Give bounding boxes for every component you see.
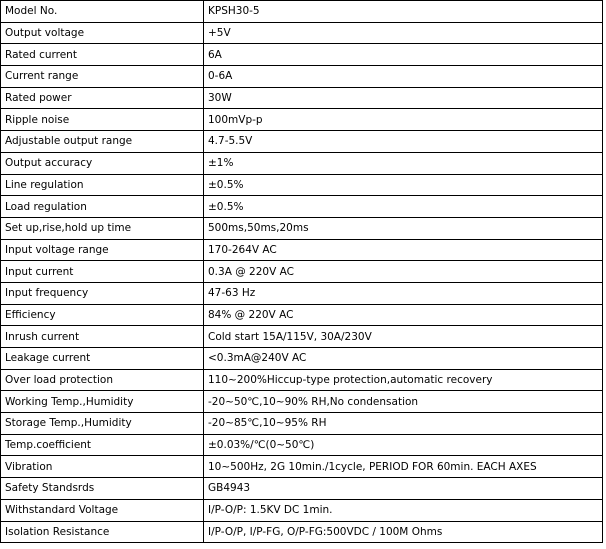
spec-label: Input current — [1, 261, 204, 283]
spec-value: 30W — [204, 87, 603, 109]
table-row — [1, 196, 603, 218]
table-row — [1, 22, 603, 44]
spec-label: Set up,rise,hold up time — [1, 217, 204, 239]
table-row — [1, 456, 603, 478]
spec-label: Model No. — [1, 1, 204, 23]
spec-value: 500ms,50ms,20ms — [204, 217, 603, 239]
spec-value: -20~50℃,10~90% RH,No condensation — [204, 391, 603, 413]
table-row — [1, 217, 603, 239]
table-row — [1, 131, 603, 153]
spec-label: Adjustable output range — [1, 131, 204, 153]
spec-label: Rated current — [1, 44, 204, 66]
spec-value: -20~85℃,10~95% RH — [204, 413, 603, 435]
spec-label: Working Temp.,Humidity — [1, 391, 204, 413]
spec-label: Leakage current — [1, 348, 204, 370]
spec-value: <0.3mA@240V AC — [204, 348, 603, 370]
spec-value: 100mVp-p — [204, 109, 603, 131]
table-row — [1, 326, 603, 348]
spec-label: Withstandard Voltage — [1, 499, 204, 521]
spec-value: 0.3A @ 220V AC — [204, 261, 603, 283]
table-row — [1, 478, 603, 500]
spec-label: Input frequency — [1, 282, 204, 304]
table-row — [1, 239, 603, 261]
table-row — [1, 109, 603, 131]
spec-label: Line regulation — [1, 174, 204, 196]
spec-value: 170-264V AC — [204, 239, 603, 261]
table-row — [1, 66, 603, 88]
table-row — [1, 174, 603, 196]
table-row — [1, 152, 603, 174]
table-row — [1, 499, 603, 521]
spec-label: Efficiency — [1, 304, 204, 326]
spec-value: 0-6A — [204, 66, 603, 88]
spec-value: 10~500Hz, 2G 10min./1cycle, PERIOD FOR 60min. EACH AXES — [204, 456, 603, 478]
spec-value: 4.7-5.5V — [204, 131, 603, 153]
spec-label: Vibration — [1, 456, 204, 478]
spec-value: ±0.5% — [204, 196, 603, 218]
table-row — [1, 1, 603, 23]
table-row — [1, 369, 603, 391]
spec-value: +5V — [204, 22, 603, 44]
spec-value: 110~200%Hiccup-type protection,automatic recovery — [204, 369, 603, 391]
spec-value: 84% @ 220V AC — [204, 304, 603, 326]
spec-label: Ripple noise — [1, 109, 204, 131]
spec-label: Load regulation — [1, 196, 204, 218]
table-row — [1, 348, 603, 370]
table-row — [1, 391, 603, 413]
spec-label: Isolation Resistance — [1, 521, 204, 543]
spec-value: ±0.03%/℃(0~50℃) — [204, 434, 603, 456]
spec-value: I/P-O/P, I/P-FG, O/P-FG:500VDC / 100M Ohms — [204, 521, 603, 543]
table-row — [1, 44, 603, 66]
spec-label: Output accuracy — [1, 152, 204, 174]
spec-value: KPSH30-5 — [204, 1, 603, 23]
table-row — [1, 282, 603, 304]
table-row — [1, 87, 603, 109]
spec-label: Temp.coefficient — [1, 434, 204, 456]
spec-value: GB4943 — [204, 478, 603, 500]
spec-label: Safety Standsrds — [1, 478, 204, 500]
table-row — [1, 261, 603, 283]
spec-value: 6A — [204, 44, 603, 66]
table-row — [1, 413, 603, 435]
table-row — [1, 434, 603, 456]
spec-label: Inrush current — [1, 326, 204, 348]
spec-label: Over load protection — [1, 369, 204, 391]
table-row — [1, 304, 603, 326]
spec-value: ±0.5% — [204, 174, 603, 196]
spec-label: Output voltage — [1, 22, 204, 44]
spec-label: Rated power — [1, 87, 204, 109]
spec-value: Cold start 15A/115V, 30A/230V — [204, 326, 603, 348]
table-row — [1, 521, 603, 543]
spec-value: ±1% — [204, 152, 603, 174]
spec-value: I/P-O/P: 1.5KV DC 1min. — [204, 499, 603, 521]
spec-label: Current range — [1, 66, 204, 88]
spec-value: 47-63 Hz — [204, 282, 603, 304]
spec-label: Input voltage range — [1, 239, 204, 261]
spec-label: Storage Temp.,Humidity — [1, 413, 204, 435]
